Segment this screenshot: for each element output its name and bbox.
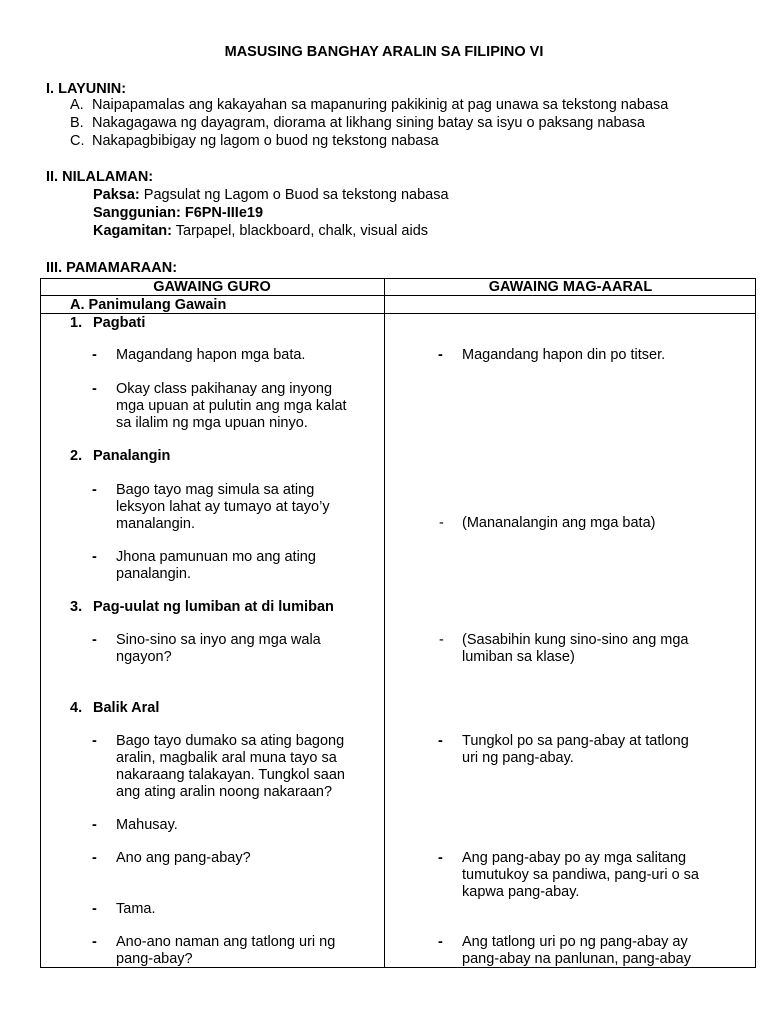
bullet-dash: -	[92, 817, 97, 833]
nilalaman-heading: II. NILALAMAN:	[46, 169, 154, 185]
guro-entry	[116, 733, 345, 801]
entry-line: pang-abay?	[116, 951, 193, 967]
entry-line: aralin, magbalik aral muna tayo sa	[116, 750, 337, 766]
column-header-guro: GAWAING GURO	[153, 279, 271, 295]
layunin-item-text: Naipapamalas ang kakayahan sa mapanuring pakikinig at pag unawa sa tekstong nabasa	[92, 97, 669, 113]
entry-line: Ano-ano naman ang tatlong uri ng	[116, 934, 336, 950]
entry-line: (Mananalangin ang mga bata)	[462, 515, 656, 531]
entry-line: panalangin.	[116, 566, 191, 582]
mag-aaral-entry	[462, 850, 699, 901]
kagamitan-line	[93, 223, 428, 240]
bullet-dash: -	[438, 850, 443, 866]
entry-line: ngayon?	[116, 649, 172, 665]
guro-entry	[116, 901, 156, 918]
bullet-dash: -	[92, 347, 97, 363]
entry-line: (Sasabihin kung sino-sino ang mga	[462, 632, 689, 648]
mag-aaral-entry	[462, 515, 655, 532]
pamamaraan-heading: III. PAMAMARAAN:	[46, 260, 178, 276]
entry-line: Tama.	[116, 901, 156, 917]
entry-line: kapwa pang-abay.	[462, 884, 580, 900]
entry-line: Mahusay.	[116, 817, 178, 833]
entry-line: Tungkol po sa pang-abay at tatlong	[462, 733, 689, 749]
mag-aaral-entry	[462, 733, 689, 767]
step-label: Panalangin	[93, 448, 171, 464]
mag-aaral-entry	[462, 934, 691, 968]
mag-aaral-entry	[462, 347, 665, 364]
guro-entry	[116, 632, 321, 666]
layunin-heading: I. LAYUNIN:	[46, 81, 127, 97]
layunin-item-text: Nakagagawa ng dayagram, diorama at likhang sining batay sa isyu o paksang nabasa	[92, 115, 645, 131]
guro-entry	[116, 549, 316, 583]
paksa-label: Paksa:	[93, 187, 140, 203]
step-number: 2.	[70, 448, 83, 464]
entry-line: Ang pang-abay po ay mga salitang	[462, 850, 687, 866]
bullet-dash: -	[92, 381, 97, 397]
guro-entry	[116, 482, 330, 533]
step-label: Pag-uulat ng lumiban at di lumiban	[93, 599, 334, 615]
entry-line: mga upuan at pulutin ang mga kalat	[116, 398, 347, 414]
sanggunian-value: F6PN-IIIe19	[184, 205, 264, 221]
guro-entry	[116, 817, 178, 834]
sanggunian-line	[93, 205, 263, 222]
entry-line: Ano ang pang-abay?	[116, 850, 251, 866]
table-header-divider	[40, 295, 756, 296]
entry-line: Bago tayo dumako sa ating bagong	[116, 733, 345, 749]
layunin-item-c	[70, 133, 439, 150]
bullet-dash: -	[438, 934, 443, 950]
entry-line: tumutukoy sa pandiwa, pang-uri o sa	[462, 867, 699, 883]
step-panalangin	[70, 448, 170, 465]
kagamitan-label: Kagamitan:	[93, 223, 172, 239]
step-balik-aral	[70, 700, 159, 717]
entry-line: ang ating aralin noong nakaraan?	[116, 784, 333, 800]
paksa-line	[93, 187, 449, 204]
step-label: Pagbati	[93, 315, 146, 331]
bullet-dash: -	[439, 632, 444, 648]
column-header-mag-aaral: GAWAING MAG-AARAL	[488, 279, 653, 295]
layunin-item-text: Nakapagbibigay ng lagom o buod ng tekstong nabasa	[92, 133, 439, 149]
entry-line: nakaraang talakayan. Tungkol saan	[116, 767, 345, 783]
guro-entry	[116, 850, 251, 867]
bullet-dash: -	[92, 549, 97, 565]
guro-entry	[116, 934, 335, 968]
step-number: 4.	[70, 700, 83, 716]
layunin-item-letter: C.	[70, 133, 85, 149]
layunin-item-a	[70, 97, 668, 114]
entry-line: uri ng pang-abay.	[462, 750, 574, 766]
layunin-item-b	[70, 115, 645, 132]
kagamitan-value: Tarpapel, blackboard, chalk, visual aids	[175, 223, 429, 239]
step-pagbati	[70, 315, 145, 332]
layunin-item-letter: A.	[70, 97, 84, 113]
guro-entry	[116, 381, 347, 432]
entry-line: Magandang hapon din po titser.	[462, 347, 666, 363]
entry-line: Ang tatlong uri po ng pang-abay ay	[462, 934, 688, 950]
mag-aaral-entry	[462, 632, 689, 666]
bullet-dash: -	[92, 901, 97, 917]
entry-line: Okay class pakihanay ang inyong	[116, 381, 333, 397]
entry-line: Jhona pamunuan mo ang ating	[116, 549, 316, 565]
bullet-dash: -	[92, 850, 97, 866]
bullet-dash: -	[92, 934, 97, 950]
bullet-dash: -	[439, 515, 444, 531]
layunin-item-letter: B.	[70, 115, 84, 131]
section-panimulang-gawain: A. Panimulang Gawain	[70, 297, 227, 313]
bullet-dash: -	[92, 632, 97, 648]
entry-line: sa ilalim ng mga upuan ninyo.	[116, 415, 308, 431]
sanggunian-label: Sanggunian:	[93, 205, 181, 221]
entry-line: leksyon lahat ay tumayo at tayo’y	[116, 499, 330, 515]
entry-line: lumiban sa klase)	[462, 649, 575, 665]
guro-entry	[116, 347, 305, 364]
bullet-dash: -	[438, 733, 443, 749]
bullet-dash: -	[92, 733, 97, 749]
entry-line: Sino-sino sa inyo ang mga wala	[116, 632, 321, 648]
bullet-dash: -	[438, 347, 443, 363]
step-number: 3.	[70, 599, 83, 615]
entry-line: pang-abay na panlunan, pang-abay	[462, 951, 691, 967]
entry-line: manalangin.	[116, 516, 195, 532]
bullet-dash: -	[92, 482, 97, 498]
step-number: 1.	[70, 315, 83, 331]
document-title: MASUSING BANGHAY ARALIN SA FILIPINO VI	[224, 44, 544, 60]
paksa-value: Pagsulat ng Lagom o Buod sa tekstong nabasa	[143, 187, 449, 203]
step-label: Balik Aral	[93, 700, 160, 716]
entry-line: Bago tayo mag simula sa ating	[116, 482, 315, 498]
step-pag-uulat	[70, 599, 334, 616]
table-column-divider	[384, 278, 385, 968]
entry-line: Magandang hapon mga bata.	[116, 347, 306, 363]
